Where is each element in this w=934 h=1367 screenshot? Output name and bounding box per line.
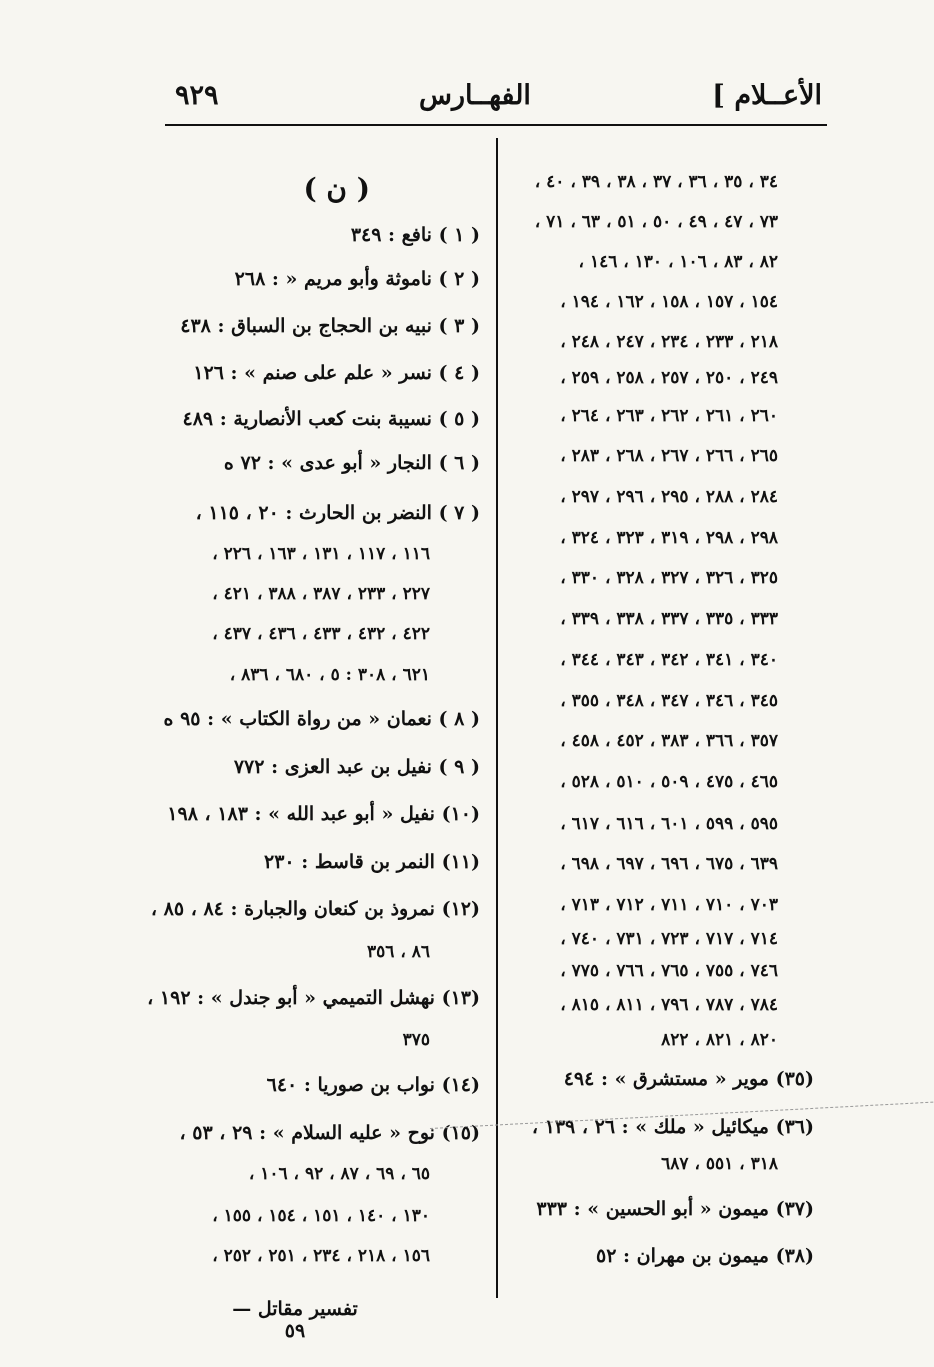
index-entry: (٣٥) موير « مستشرق » : ٤٩٤ — [563, 1068, 814, 1090]
index-continuation: ٣١٨ ، ٥٥١ ، ٦٨٧ — [661, 1154, 778, 1174]
index-continuation: ٣٢٥ ، ٣٢٦ ، ٣٢٧ ، ٣٢٨ ، ٣٣٠ ، — [560, 568, 778, 588]
index-entry: ( ٧ ) النضر بن الحارث : ٢٠ ، ١١٥ ، — [195, 502, 480, 524]
index-entry: (١٢) نمروذ بن كنعان والجبارة : ٨٤ ، ٨٥ ، — [150, 898, 480, 920]
index-entry: (١٥) نوح « عليه السلام » : ٢٩ ، ٥٣ ، — [179, 1122, 480, 1144]
index-continuation: ٦٣٩ ، ٦٧٥ ، ٦٩٦ ، ٦٩٧ ، ٦٩٨ ، — [560, 854, 778, 874]
index-continuation: ٢١٨ ، ٢٣٣ ، ٢٣٤ ، ٢٤٧ ، ٢٤٨ ، — [560, 332, 778, 352]
index-entry: ( ٢ ) ناموثة وأبو مريم « : ٢٦٨ — [234, 268, 480, 290]
index-continuation: ٧٨٤ ، ٧٨٧ ، ٧٩٦ ، ٨١١ ، ٨١٥ ، — [560, 995, 778, 1015]
header-title: الفهــارس — [419, 80, 531, 111]
index-continuation: ٢٨٤ ، ٢٨٨ ، ٢٩٥ ، ٢٩٦ ، ٢٩٧ ، — [560, 487, 778, 507]
header-rule — [165, 124, 827, 126]
index-continuation: ٨٢ ، ٨٣ ، ١٠٦ ، ١٣٠ ، ١٤٦ ، — [578, 252, 778, 272]
index-continuation: ٢٢٧ ، ٢٣٣ ، ٣٨٧ ، ٣٨٨ ، ٤٢١ ، — [212, 584, 430, 604]
index-entry: (١٠) نفيل « أبو عبد الله » : ١٨٣ ، ١٩٨ — [167, 803, 480, 825]
index-continuation: ٤٦٥ ، ٤٧٥ ، ٥٠٩ ، ٥١٠ ، ٥٢٨ ، — [560, 772, 778, 792]
index-entry: (١٤) نواب بن صوريا : ٦٤٠ — [266, 1074, 480, 1096]
index-continuation: ٣٤٥ ، ٣٤٦ ، ٣٤٧ ، ٣٤٨ ، ٣٥٥ ، — [560, 691, 778, 711]
index-continuation: ٦٥ ، ٦٩ ، ٨٧ ، ٩٢ ، ١٠٦ ، — [248, 1164, 430, 1184]
index-entry: ( ٦ ) النجار « أبو عدى » : ٧٢ ه — [223, 452, 480, 474]
index-continuation: ١٣٠ ، ١٤٠ ، ١٥١ ، ١٥٤ ، ١٥٥ ، — [212, 1206, 430, 1226]
index-entry: (١٣) نهشل التميمي « أبو جندل » : ١٩٢ ، — [147, 987, 480, 1009]
index-entry: ( ٤ ) نسر « علم على صنم » : ١٢٦ — [193, 362, 480, 384]
index-continuation: ٣٣٣ ، ٣٣٥ ، ٣٣٧ ، ٣٣٨ ، ٣٣٩ ، — [560, 609, 778, 629]
index-continuation: ٧٤٦ ، ٧٥٥ ، ٧٦٥ ، ٧٦٦ ، ٧٧٥ ، — [560, 961, 778, 981]
index-continuation: ٢٩٨ ، ٢٩٨ ، ٣١٩ ، ٣٢٣ ، ٣٢٤ ، — [560, 528, 778, 548]
index-entry: ( ٥ ) نسيبة بنت كعب الأنصارية : ٤٨٩ — [182, 408, 480, 430]
index-continuation: ٧٠٣ ، ٧١٠ ، ٧١١ ، ٧١٢ ، ٧١٣ ، — [560, 895, 778, 915]
index-entry: (٣٧) ميمون « أبو الحسين » : ٣٣٣ — [536, 1198, 814, 1220]
index-continuation: ٤٢٢ ، ٤٣٢ ، ٤٣٣ ، ٤٣٦ ، ٤٣٧ ، — [212, 624, 430, 644]
index-continuation: ٢٦٠ ، ٢٦١ ، ٢٦٢ ، ٢٦٣ ، ٢٦٤ ، — [560, 406, 778, 426]
index-continuation: ١٥٤ ، ١٥٧ ، ١٥٨ ، ١٦٢ ، ١٩٤ ، — [560, 292, 778, 312]
index-continuation: ٢٤٩ ، ٢٥٠ ، ٢٥٧ ، ٢٥٨ ، ٢٥٩ ، — [560, 368, 778, 388]
index-entry: (١١) النمر بن قاسط : ٢٣٠ — [264, 851, 480, 873]
index-continuation: ٣٤٠ ، ٣٤١ ، ٣٤٢ ، ٣٤٣ ، ٣٤٤ ، — [560, 650, 778, 670]
index-continuation: ٧١٤ ، ٧١٧ ، ٧٢٣ ، ٧٣١ ، ٧٤٠ ، — [560, 929, 778, 949]
index-entry: (٣٦) ميكائيل « ملك » : ٢٦ ، ١٣٩ ، — [531, 1116, 814, 1138]
index-continuation: ٨٢٠ ، ٨٢١ ، ٨٢٢ — [661, 1030, 778, 1050]
index-entry: ( ٨ ) نعمان « من رواة الكتاب » : ٩٥ ه — [163, 708, 480, 730]
page-number: ٩٢٩ — [175, 80, 219, 111]
index-continuation: ٢٦٥ ، ٢٦٦ ، ٢٦٧ ، ٢٦٨ ، ٢٨٣ ، — [560, 446, 778, 466]
index-continuation: ٦٢١ ، ٣٠٨ : ٥ ، ٦٨٠ ، ٨٣٦ ، — [229, 665, 430, 685]
section-letter: ( ن ) — [303, 172, 370, 205]
header-section-name: الأعــلام ] — [712, 80, 822, 111]
index-entry: (٣٨) ميمون بن مهران : ٥٢ — [596, 1245, 814, 1267]
index-entry: ( ٩ ) نفيل بن عبد العزى : ٧٧٢ — [233, 756, 480, 778]
index-continuation: ١١٦ ، ١١٧ ، ١٣١ ، ١٦٣ ، ٢٢٦ ، — [212, 544, 430, 564]
index-continuation: ٨٦ ، ٣٥٦ — [367, 942, 430, 962]
index-entry: ( ١ ) نافع : ٣٤٩ — [350, 224, 480, 246]
index-continuation: ١٥٦ ، ٢١٨ ، ٢٣٤ ، ٢٥١ ، ٢٥٢ ، — [212, 1246, 430, 1266]
index-entry: ( ٣ ) نبيه بن الحجاج بن السباق : ٤٣٨ — [180, 315, 480, 337]
index-continuation: ٣٧٥ — [402, 1030, 430, 1050]
index-continuation: ٣٥٧ ، ٣٦٦ ، ٣٨٣ ، ٤٥٢ ، ٤٥٨ ، — [560, 731, 778, 751]
footer-signature: تفسير مقاتل — ٥٩ — [232, 1298, 358, 1342]
index-continuation: ٥٩٥ ، ٥٩٩ ، ٦٠١ ، ٦١٦ ، ٦١٧ ، — [560, 814, 778, 834]
index-continuation: ٧٣ ، ٤٧ ، ٤٩ ، ٥٠ ، ٥١ ، ٦٣ ، ٧١ ، — [534, 212, 778, 232]
index-continuation: ٣٤ ، ٣٥ ، ٣٦ ، ٣٧ ، ٣٨ ، ٣٩ ، ٤٠ ، — [534, 172, 778, 192]
